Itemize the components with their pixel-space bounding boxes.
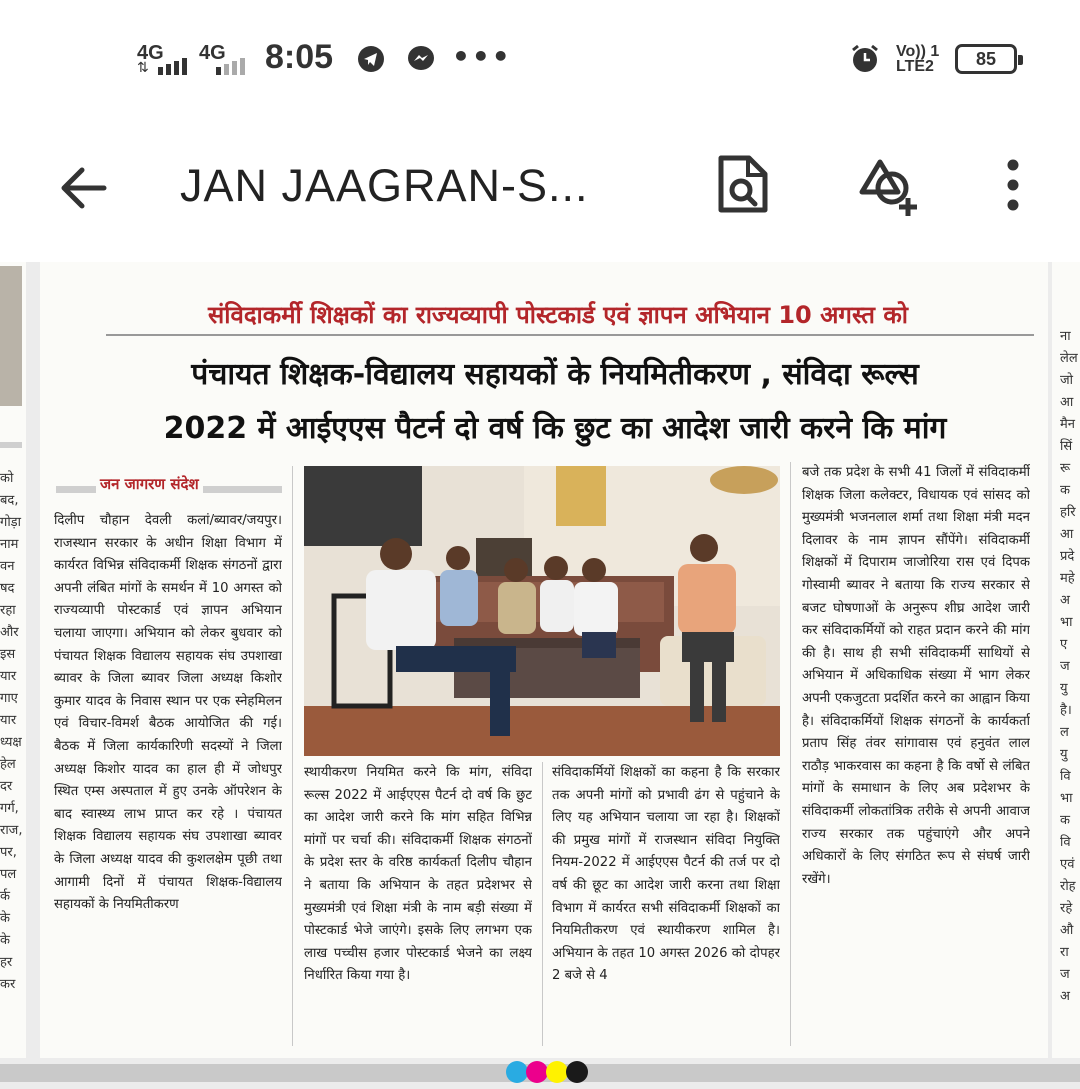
edge-text-fragment: के	[0, 911, 10, 926]
more-options-button[interactable]	[978, 150, 1048, 220]
edge-text-fragment: के	[0, 933, 10, 948]
pager-dot-cyan	[506, 1061, 528, 1083]
edge-text-fragment: हरि	[1060, 505, 1076, 520]
edge-text-fragment: हेल	[0, 757, 16, 772]
article-headline	[62, 348, 1048, 456]
edge-text-fragment: लेल	[1060, 351, 1078, 366]
kicker-rule	[106, 334, 1034, 336]
edge-text-fragment: कर	[0, 977, 16, 992]
group-meeting-image	[304, 466, 780, 756]
page-scrollbar[interactable]	[0, 1058, 1080, 1089]
edge-text-fragment: ज	[1060, 967, 1070, 982]
search-in-document-button[interactable]	[708, 150, 778, 220]
clock: 8:05	[265, 38, 334, 76]
column-divider	[790, 462, 791, 1046]
document-search-icon	[715, 154, 771, 216]
edge-text-fragment: गाए	[0, 691, 18, 706]
edge-text-fragment: बद,	[0, 493, 19, 508]
alarm-icon	[850, 44, 880, 74]
edge-text-fragment: षद	[0, 581, 15, 596]
article-column-2: स्थायीकरण नियमित करने कि मांग, संविदा रूल्स 2022 में आईएएस पैटर्न दो वर्ष कि छुट का आदेश जारी करने कि मांग सहित विभिन्न मांगों पर चर्चा की। संविदाकर्मी शिक्षक संगठनों के प्रदेश स्तर के वरिष्ठ कार्यकर्ता दिलीप चौहान ने बताया कि अभियान के तहत प्रदेशभर से मुख्यमंत्री एवं शिक्षा मंत्री के नाम बड़ी संख्या में पोस्टकार्ड भेजे जाएंगे। इसके लिए लगभग एक लाख पच्चीस हजार पोस्टकार्ड भेजने का लक्ष्य निर्धारित किया गया है।	[304, 765, 532, 984]
battery-level: 85	[975, 48, 997, 69]
headline-line-2: 2022 में आईएएस पैटर्न दो वर्ष कि छुट का आदेश जारी करने कि मांग	[163, 411, 947, 446]
annotate-button[interactable]	[852, 150, 922, 220]
previous-page-fragment	[0, 262, 26, 1058]
edge-text-fragment: और	[0, 625, 19, 640]
edge-text-fragment: रहा	[0, 603, 16, 618]
edge-text-fragment: को	[0, 471, 14, 486]
sim1-network-label: 4G	[137, 42, 164, 64]
edge-text-fragment: यु	[1060, 681, 1068, 696]
edge-text-fragment: एवं	[1060, 857, 1075, 872]
back-arrow-icon[interactable]	[52, 158, 112, 218]
edge-text-fragment: क	[1060, 813, 1070, 828]
edge-text-fragment: औ	[1060, 923, 1074, 938]
column-divider	[292, 466, 293, 1046]
edge-text-fragment: रहे	[1060, 901, 1073, 916]
edge-text-fragment: ए	[1060, 637, 1068, 652]
edge-text-fragment: दर	[0, 779, 13, 794]
add-shape-icon	[854, 152, 920, 218]
messenger-icon	[406, 44, 436, 74]
edge-text-fragment: राज,	[0, 823, 23, 838]
edge-text-fragment: ना	[1060, 329, 1071, 344]
headline-line-1: पंचायत शिक्षक-विद्यालय सहायकों के नियमितीकरण , संविदा रूल्स	[191, 357, 919, 392]
article-column-1: दिलीप चौहान देवली कलां/ब्यावर/जयपुर। राजस्थान सरकार के अधीन शिक्षा विभाग में कार्यरत विभिन्न संविदाकर्मी शिक्षक संगठनों द्वारा अपनी लंबित मांगों के समर्थन में 10 अगस्त को राज्यव्यापी पोस्टकार्ड एवं ज्ञापन अभियान चलाया जाएगा। अभियान को लेकर बुधवार को पंचायत शिक्षक विद्यालय सहायक संघ उपशाखा ब्यावर के जिला ब्यावर जिला अध्यक्ष किशोर कुमार यादव के निवास स्थान पर एक स्नेहमिलन एवं विचार-विमर्श बैठक आयोजित की गई। बैठक में जिला कार्यकारिणी सदस्यों ने जिला अध्यक्ष किशोर यादव का हाल ही में जोधपुर स्थित एम्स अस्पताल में हुए उनके ऑपरेशन के बाद स्वास्थ्य लाभ प्राप्त कर रहे । पंचायत शिक्षक विद्यालय सहायक संघ उपशाखा ब्यावर के जिला अध्यक्ष यादव की कुशलक्षेम पूछी तथा आगामी दिनों में पंचायत शिक्षक-विद्यालय सहायकों के नियमितीकरण	[54, 513, 282, 913]
edge-text-fragment: जो	[1060, 373, 1074, 388]
edge-text-fragment: भा	[1060, 615, 1073, 630]
sim1-signal-icon	[158, 58, 187, 75]
volte-indicator	[896, 44, 939, 74]
edge-text-fragment: पल	[0, 867, 17, 882]
previous-page-rule	[0, 442, 22, 448]
edge-text-fragment: वि	[1060, 769, 1071, 784]
edge-text-fragment: यार	[0, 669, 17, 684]
edge-text-fragment: महे	[1060, 571, 1075, 586]
source-tag-label: जन जागरण संदेश	[96, 474, 203, 494]
newspaper-page	[40, 262, 1048, 1058]
status-bar	[0, 0, 1080, 120]
edge-text-fragment: यार	[0, 713, 17, 728]
previous-page-photo-fragment	[0, 266, 22, 406]
article-column-4: बजे तक प्रदेश के सभी 41 जिलों में संविदाकर्मी शिक्षक जिला कलेक्टर, विधायक एवं सांसद को मुख्यमंत्री भजनलाल शर्मा तथा शिक्षा मंत्री मदन दिलावर के नाम ज्ञापन सौंपेंगे। संविदाकर्मी शिक्षकों में दिपाराम जाजोरिया रास एवं दिपक गोस्वामी ब्यावर ने बताया कि राज्य सरकार से बजट घोषणाओं के अनुरूप शीघ्र आदेश जारी कर संविदाकर्मियों को राहत प्रदान करने की मांग की है। साथ ही सभी संविदाकर्मी साथियों से अभियान में अधिकाधिक संख्या में भाग लेकर अपनी एकजुटता प्रदर्शित करने का आह्वान किया है। संविदाकर्मियों शिक्षक संगठनों के कार्यकर्ता प्रताप सिंह तंवर सांगावास एवं हनुवंत लाल राठौड़ भाकरवास का कहना है कि वर्षो से लंबित मांगों के समाधान के लिए अब प्रदेशभर के संविदाकर्मी लोकतांत्रिक तरीके से अपनी आवाज राज्य सरकार तक पहुंचाएंगे और अपने अधिकारों के लिए संगठित रूप से संघर्ष जारी रखेंगे।	[802, 465, 1030, 887]
more-vert-icon	[1003, 155, 1023, 215]
edge-text-fragment: आ	[1060, 395, 1074, 410]
column-divider	[542, 762, 543, 1046]
edge-text-fragment: अ	[1060, 593, 1070, 608]
edge-text-fragment: क	[1060, 483, 1070, 498]
edge-text-fragment: र्क	[0, 889, 10, 904]
document-viewer[interactable]	[0, 262, 1080, 1058]
battery-icon	[955, 44, 1017, 74]
edge-text-fragment: हर	[0, 955, 13, 970]
edge-text-fragment: ल	[1060, 725, 1069, 740]
edge-text-fragment: गोड़ा	[0, 515, 22, 530]
edge-text-fragment: वि	[1060, 835, 1071, 850]
volte-bottom-label: LTE2	[896, 58, 934, 75]
source-tag	[56, 474, 282, 500]
pager-dot-yellow	[546, 1061, 568, 1083]
document-title: JAN JAAGRAN-S...	[180, 160, 589, 211]
edge-text-fragment: भा	[1060, 791, 1073, 806]
edge-text-fragment: मैन	[1060, 417, 1075, 432]
edge-text-fragment: वन	[0, 559, 15, 574]
data-arrows-icon: ⇅	[137, 60, 149, 76]
edge-text-fragment: पर,	[0, 845, 17, 860]
edge-text-fragment: ध्यक्ष	[0, 735, 22, 750]
more-notifications-icon: •••	[452, 40, 512, 73]
next-page-fragment	[1052, 262, 1080, 1058]
telegram-icon	[356, 44, 386, 74]
pager-dot-black	[566, 1061, 588, 1083]
edge-text-fragment: रू	[1060, 461, 1071, 476]
next-page-text	[1060, 326, 1078, 1008]
edge-text-fragment: सिं	[1060, 439, 1073, 454]
previous-page-text	[0, 468, 22, 996]
edge-text-fragment: गर्ग,	[0, 801, 19, 816]
edge-text-fragment: प्रदे	[1060, 549, 1075, 564]
edge-text-fragment: नाम	[0, 537, 19, 552]
edge-text-fragment: अ	[1060, 989, 1070, 1004]
edge-text-fragment: रा	[1060, 945, 1069, 960]
toolbar	[0, 120, 1080, 260]
news-photo	[304, 466, 780, 756]
edge-text-fragment: रोह	[1060, 879, 1076, 894]
edge-text-fragment: आ	[1060, 527, 1074, 542]
sim2-network-label: 4G	[199, 42, 226, 64]
sim2-signal-icon	[216, 58, 245, 75]
article-kicker: संविदाकर्मी शिक्षकों का राज्यव्यापी पोस्टकार्ड एवं ज्ञापन अभियान 10 अगस्त को	[208, 301, 908, 329]
edge-text-fragment: है।	[1060, 703, 1072, 718]
volte-top-label: Vo)) 1	[896, 43, 940, 60]
edge-text-fragment: ज	[1060, 659, 1070, 674]
edge-text-fragment: इस	[0, 647, 16, 662]
pager-dot-magenta	[526, 1061, 548, 1083]
edge-text-fragment: यु	[1060, 747, 1068, 762]
article-column-3: संविदाकर्मियों शिक्षकों का कहना है कि सरकार तक अपनी मांगों को प्रभावी ढंग से पहुंचाने के लिए यह अभियान चलाया जा रहा है। शिक्षकों की प्रमुख मांगों में राजस्थान संविदा नियुक्ति नियम-2022 में आईएएस पैटर्न की तर्ज पर दो वर्ष की छूट का आदेश जारी करना तथा शिक्षा विभाग में कार्यरत सभी संविदाकर्मी शिक्षकों का नियमितीकरण एवं स्थायीकरण शामिल है। अभियान के तहत 10 अगस्त 2026 को दोपहर 2 बजे से 4	[552, 765, 780, 984]
